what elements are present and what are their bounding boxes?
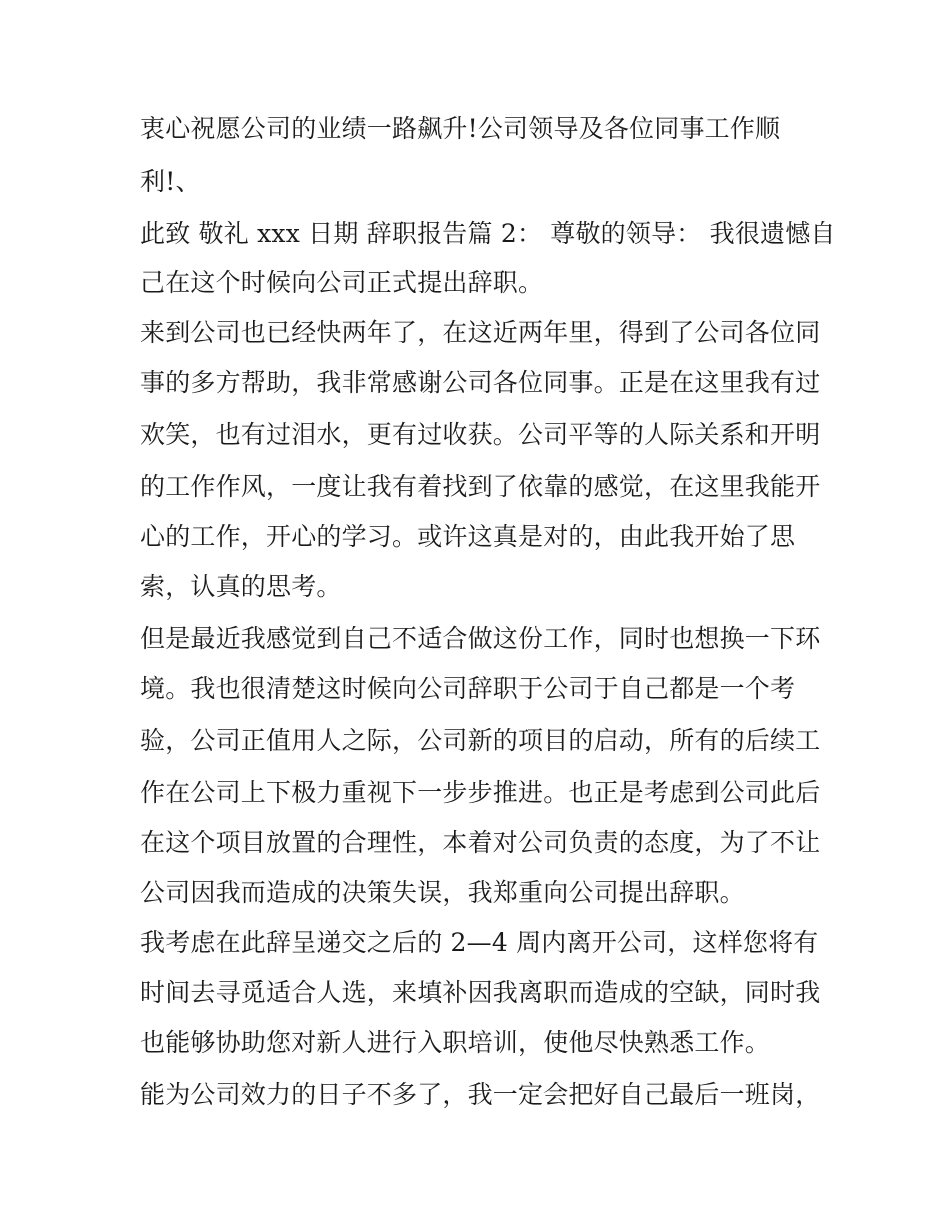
text-line: 来到公司也已经快两年了，在这近两年里，得到了公司各位同 <box>140 318 821 347</box>
text-line: 己在这个时候向公司正式提出辞职。 <box>140 268 544 297</box>
text-line: 的工作作风，一度让我有着找到了依靠的感觉，在这里我能开 <box>140 472 821 501</box>
text-line: 我考虑在此辞呈递交之后的 2—4 周内离开公司，这样您将有 <box>140 928 819 957</box>
text-line: 作在公司上下极力重视下一步步推进。也正是考虑到公司此后 <box>140 778 821 807</box>
text-line: 境。我也很清楚这时候向公司辞职于公司于自己都是一个考 <box>140 674 796 703</box>
text-line: 时间去寻觅适合人选，来填补因我离职而造成的空缺，同时我 <box>140 978 821 1007</box>
text-line: 索，认真的思考。 <box>140 572 342 601</box>
text-line: 验，公司正值用人之际，公司新的项目的启动，所有的后续工 <box>140 726 821 755</box>
text-line: 欢笑，也有过泪水，更有过收获。公司平等的人际关系和开明 <box>140 420 821 449</box>
text-line: 利!、 <box>140 167 201 196</box>
text-line: 事的多方帮助，我非常感谢公司各位同事。正是在这里我有过 <box>140 368 821 397</box>
text-line: 公司因我而造成的决策失误，我郑重向公司提出辞职。 <box>140 878 745 907</box>
text-line: 也能够协助您对新人进行入职培训，使他尽快熟悉工作。 <box>140 1028 771 1057</box>
text-line: 在这个项目放置的合理性，本着对公司负责的态度，为了不让 <box>140 828 821 857</box>
text-line: 衷心祝愿公司的业绩一路飙升!公司领导及各位同事工作顺 <box>140 114 781 143</box>
text-line: 但是最近我感觉到自己不适合做这份工作，同时也想换一下环 <box>140 624 821 653</box>
text-line: 此致 敬礼 xxx 日期 辞职报告篇 2： 尊敬的领导： 我很遗憾自 <box>140 219 836 248</box>
text-line: 能为公司效力的日子不多了，我一定会把好自己最后一班岗， <box>140 1080 821 1109</box>
text-line: 心的工作，开心的学习。或许这真是对的，由此我开始了思 <box>140 522 796 551</box>
